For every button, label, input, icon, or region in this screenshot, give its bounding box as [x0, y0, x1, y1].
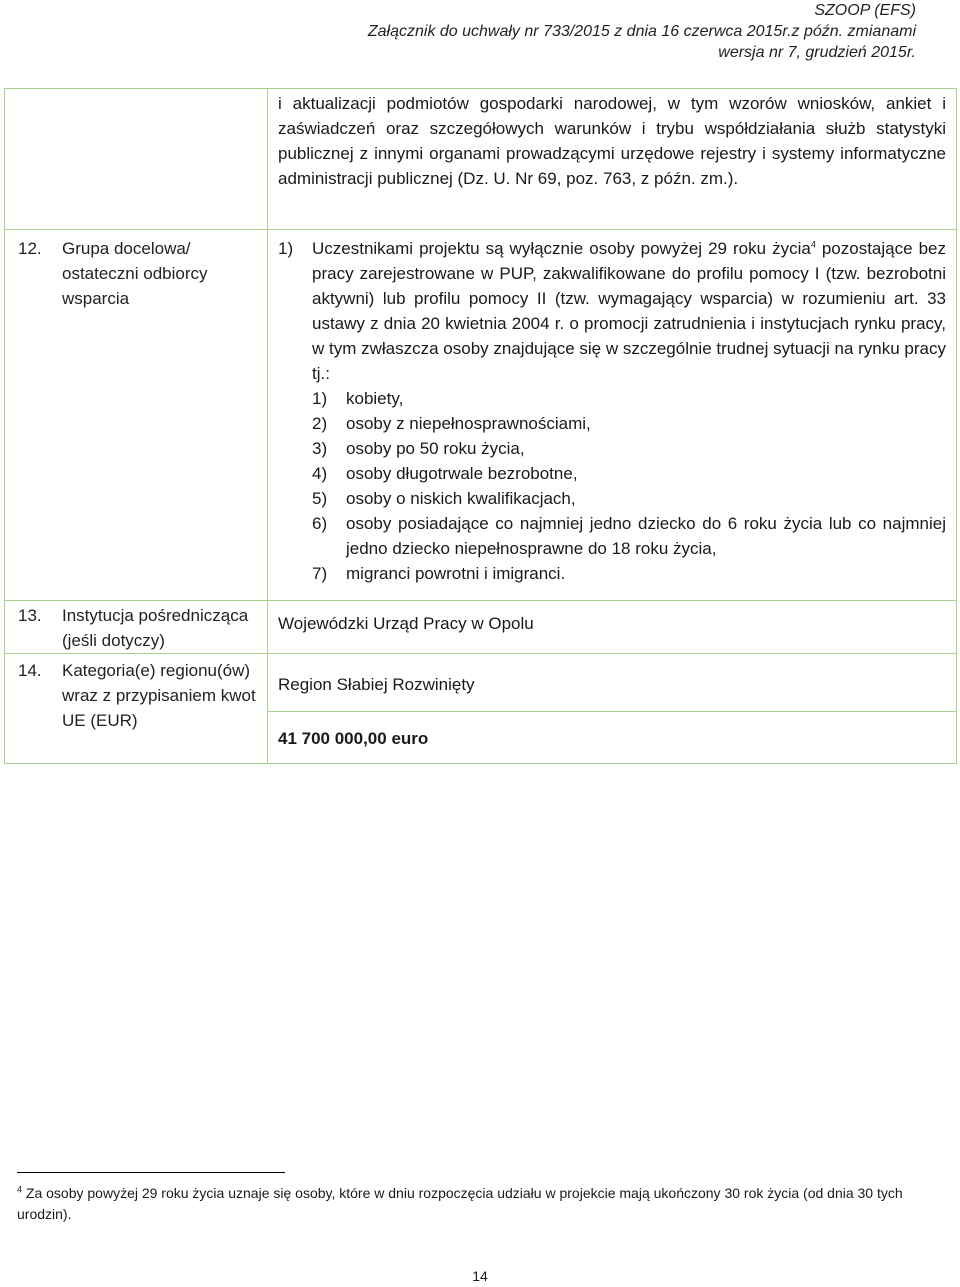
list-item [312, 461, 946, 486]
row12-label [5, 230, 267, 311]
continuation-text: i aktualizacji podmiotów gospodarki narodowej, w tym wzorów wniosków, ankiet i zaświadczeń oraz szczegółowych warunków i trybu współdziałania służb statystyki publicznej z innymi organami prowadzącymi urzędowe rejestry i systemy informatyczne administracji publicznej (Dz. U. Nr 69, poz. 763, z późn. zm.). [278, 94, 946, 188]
subitem-text: migranci powrotni i imigranci. [346, 564, 566, 583]
intermediate-body: Wojewódzki Urząd Pracy w Opolu [278, 613, 534, 633]
list-item [312, 561, 946, 586]
table-row-13 [5, 601, 957, 654]
table-row-14 [5, 654, 957, 764]
document-header [368, 0, 916, 63]
row14-label [5, 654, 267, 737]
row13-label-cell [5, 601, 268, 654]
item-text-part-b: pozostające bez pracy zarejestrowane w PUP, zakwalifikowane do profilu pomocy I (tzw. bezrobotni aktywni) lub profilu pomocy II (tzw. wymagający wsparcia) w rozumieniu art. 33 ustawy z dnia 20 kwietnia 2004 r. o promocji zatrudnienia i instytucjach rynku pracy, w tym zwłaszcza osoby znajdujące się w szczególnie trudnej sytuacji na rynku pracy tj.: [312, 239, 946, 383]
subitem-text: osoby po 50 roku życia, [346, 439, 525, 458]
subitem-number: 2) [312, 414, 328, 433]
target-group-main-item [278, 236, 946, 386]
region-category: Region Słabiej Rozwinięty [268, 654, 956, 712]
item-number: 1) [278, 239, 294, 258]
subitem-number: 6) [312, 514, 328, 533]
list-item [312, 411, 946, 436]
item-text-part-a: Uczestnikami projektu są wyłącznie osoby powyżej 29 roku życia [312, 239, 811, 258]
subitem-number: 4) [312, 464, 328, 483]
subitem-number: 1) [312, 389, 328, 408]
subitem-text: osoby o niskich kwalifikacjach, [346, 489, 576, 508]
subitem-number: 3) [312, 439, 328, 458]
row14-value-cell [268, 654, 957, 764]
program-table [4, 88, 957, 764]
subitem-text: osoby posiadające co najmniej jedno dziecko do 6 roku życia lub co najmniej jedno dziecko niepełnosprawne do 18 roku życia, [346, 514, 946, 558]
subitem-text: osoby długotrwale bezrobotne, [346, 464, 578, 483]
footnote-marker: 4 [17, 1184, 23, 1195]
item-text [312, 236, 946, 386]
header-line-3: wersja nr 7, grudzień 2015r. [718, 44, 916, 61]
footnote [17, 1183, 927, 1225]
header-line-1: SZOOP (EFS) [814, 2, 916, 19]
footnote-text: Za osoby powyżej 29 roku życia uznaje się osoby, które w dniu rozpoczęcia udziału w projekcie mają ukończony 30 rok życia (od dnia 30 tych urodzin). [17, 1185, 903, 1222]
subitem-number: 7) [312, 564, 328, 583]
row13-number: 13. [18, 606, 42, 625]
page-number: 14 [472, 1268, 488, 1284]
list-item [312, 511, 946, 561]
row14-label-cell [5, 654, 268, 764]
subitem-text: kobiety, [346, 389, 404, 408]
table-row-12 [5, 230, 957, 601]
row14-number: 14. [18, 661, 42, 680]
row13-value-cell [268, 601, 957, 654]
subitem-text: osoby z niepełnosprawnościami, [346, 414, 591, 433]
continuation-right-cell [268, 89, 957, 230]
subitem-number: 5) [312, 489, 328, 508]
table-row-continuation [5, 89, 957, 230]
subitem-list [278, 386, 946, 586]
continuation-left-cell [5, 89, 268, 230]
row12-number: 12. [18, 239, 42, 258]
row13-label-text: Instytucja pośrednicząca (jeśli dotyczy) [62, 606, 249, 650]
row14-label-text: Kategoria(e) regionu(ów) wraz z przypisaniem kwot UE (EUR) [62, 661, 256, 730]
footnote-separator [17, 1172, 285, 1173]
list-item [312, 386, 946, 411]
list-item [312, 436, 946, 461]
row12-label-cell [5, 230, 268, 601]
footnote-reference[interactable]: 4 [810, 239, 816, 250]
row12-label-text: Grupa docelowa/ ostateczni odbiorcy wsparcia [62, 239, 208, 308]
row13-label [5, 601, 267, 653]
eu-amount: 41 700 000,00 euro [278, 729, 429, 748]
list-item [312, 486, 946, 511]
row12-value-cell [268, 230, 957, 601]
header-line-2: Załącznik do uchwały nr 733/2015 z dnia 16 czerwca 2015r.z późn. zmianami [367, 23, 916, 40]
